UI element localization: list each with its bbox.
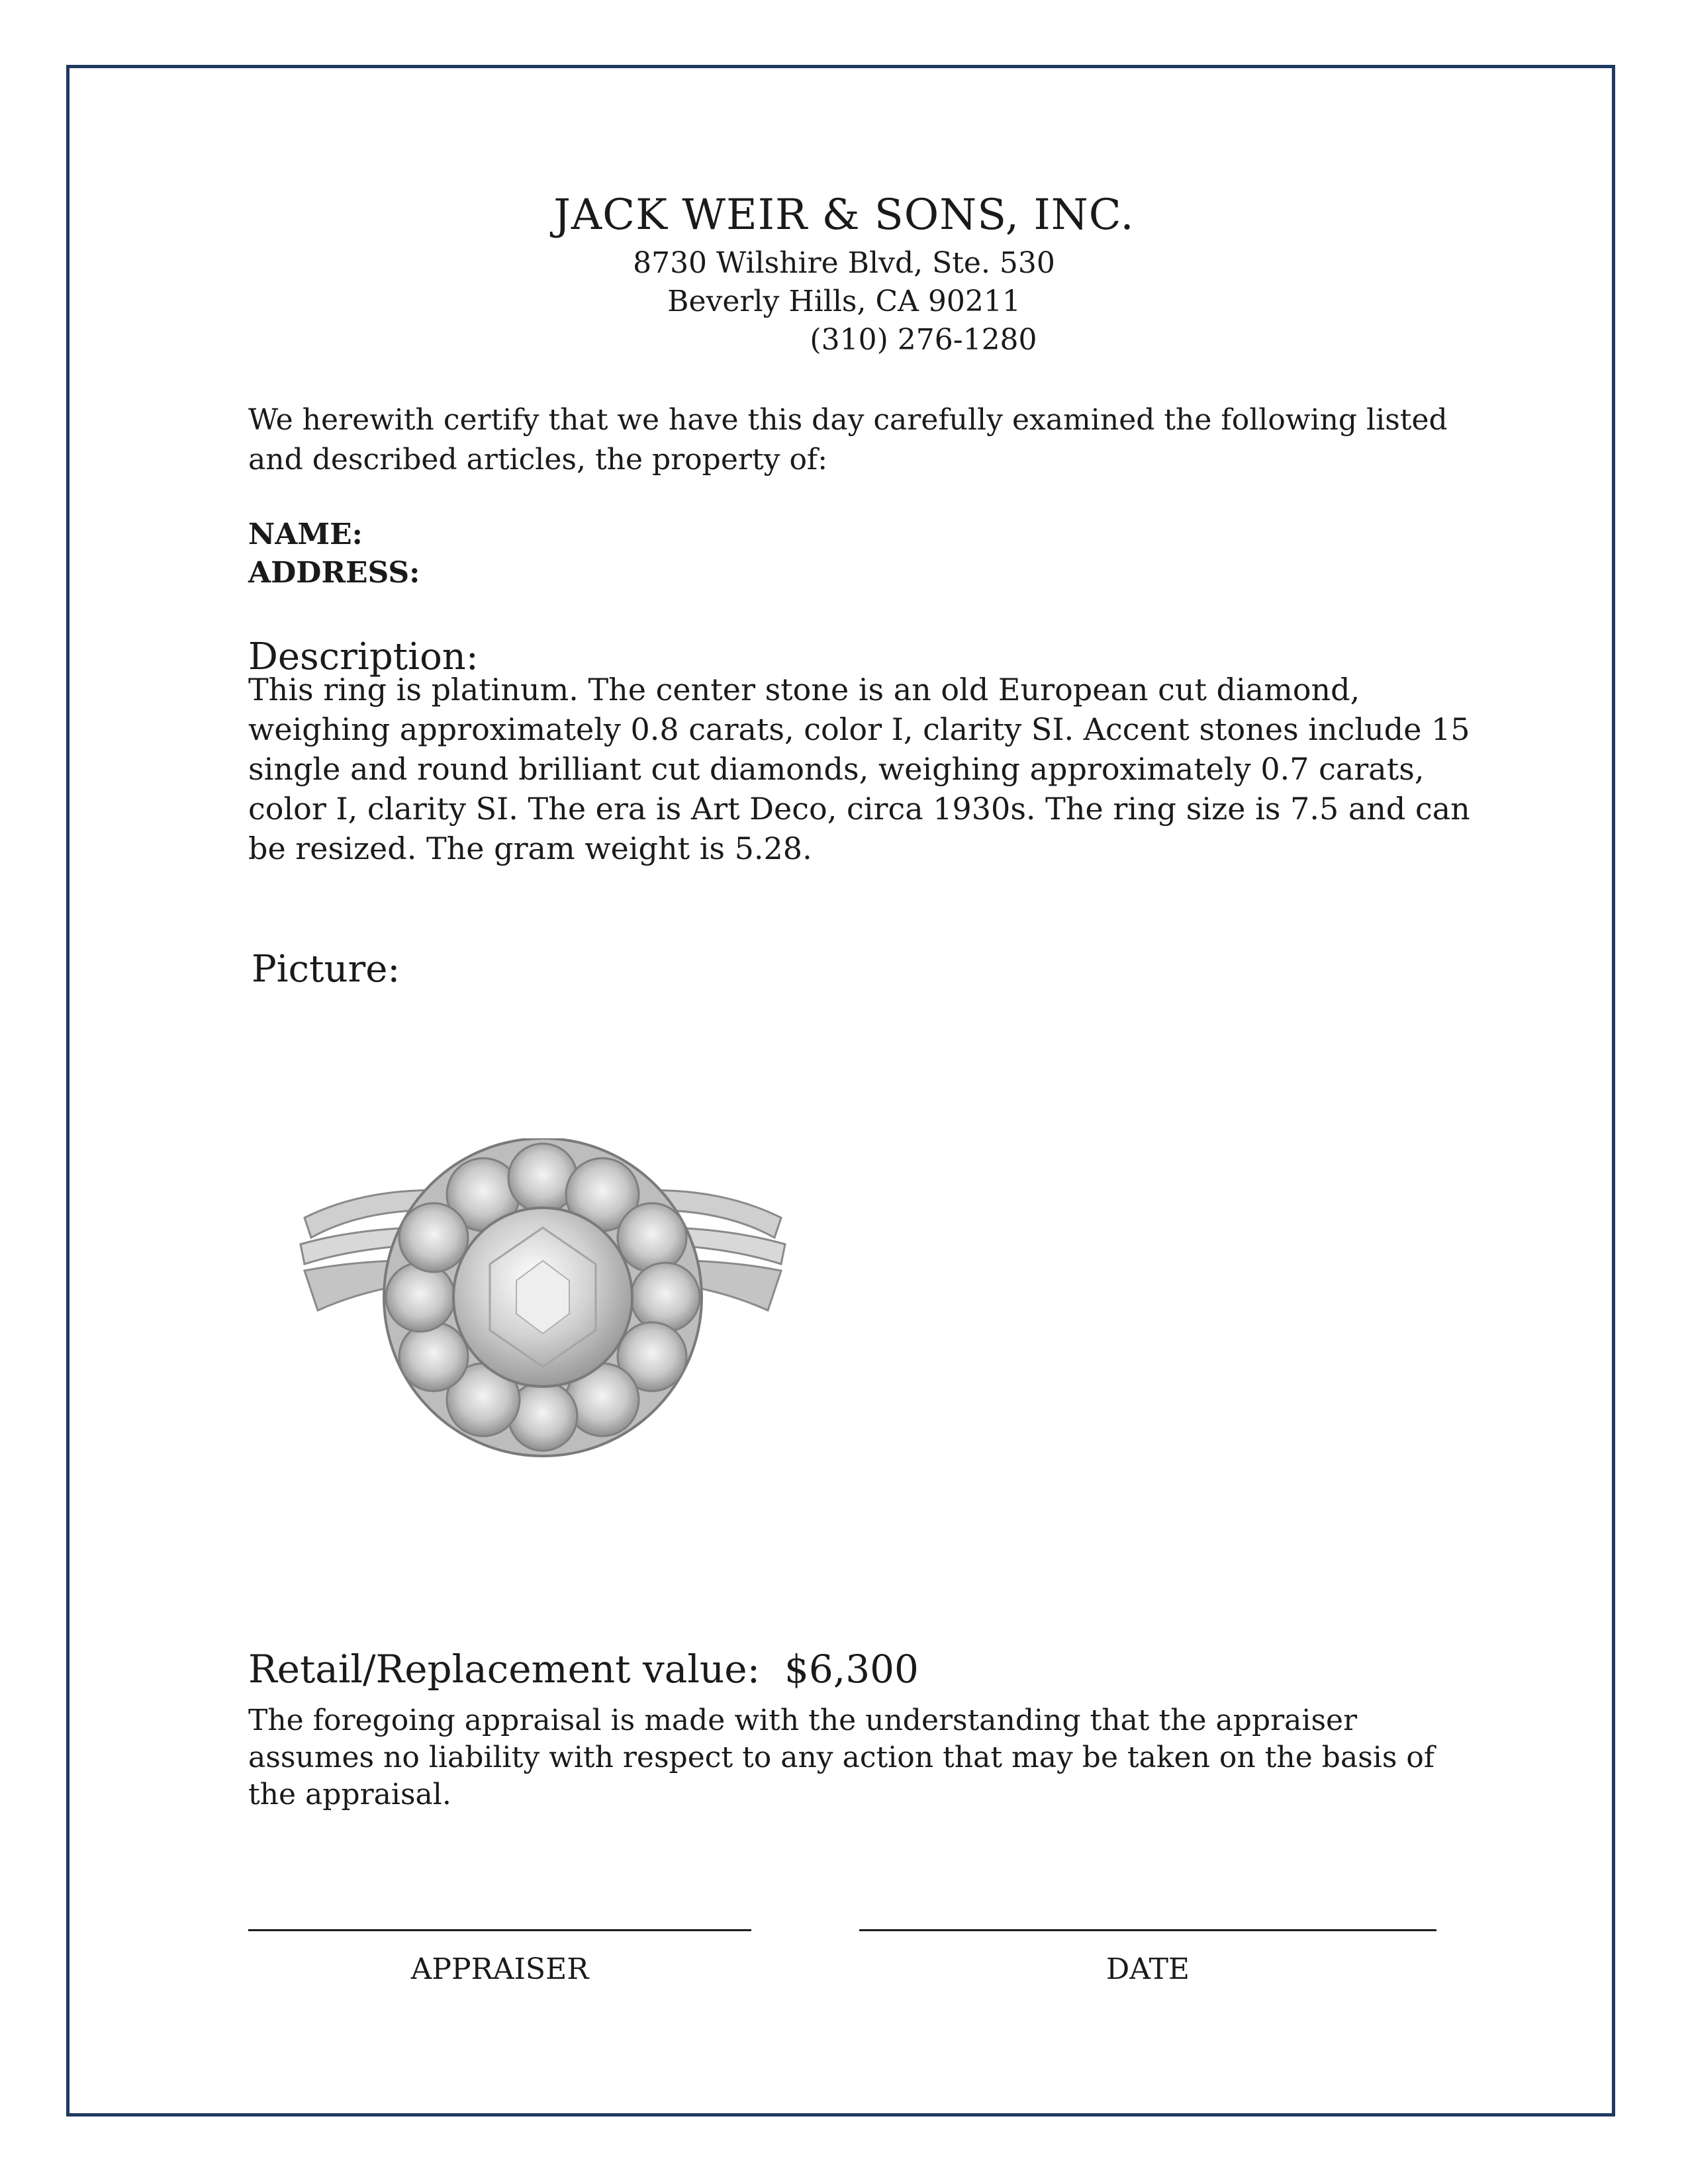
date-label: DATE: [1105, 1952, 1190, 1986]
appraiser-signature-line: [248, 1929, 751, 1931]
phone-number: (310) 276-1280: [810, 323, 1037, 357]
picture-heading: Picture:: [252, 948, 400, 991]
value-amount: $6,300: [784, 1647, 919, 1692]
address-label: ADDRESS:: [248, 556, 420, 590]
address-line-2: Beverly Hills, CA 90211: [667, 285, 1021, 318]
date-signature-line: [859, 1929, 1436, 1931]
company-name: JACK WEIR & SONS, INC.: [553, 191, 1135, 240]
value-line: [248, 1647, 919, 1692]
description-heading: Description:: [248, 635, 479, 678]
disclaimer-text: The foregoing appraisal is made with the understanding that the appraiser assumes no liability with respect to any action that may be taken on the basis of the appraisal.: [248, 1704, 1435, 1811]
appraiser-label: APPRAISER: [410, 1952, 589, 1986]
ring-photo: [291, 1138, 794, 1482]
description-text: This ring is platinum. The center stone is an old European cut diamond, weighing approximately 0.8 carats, color I, clarity SI. Accent stones include 15 single and round brilliant cut diamonds, weighing approximately 0.7 carats, color I, clarity SI. The era is Art Deco, circa 1930s. The ring size is 7.5 and can be resized. The gram weight is 5.28.: [248, 672, 1470, 866]
name-label: NAME:: [248, 518, 363, 551]
certification-text: We herewith certify that we have this day carefully examined the following listed and described articles, the property of:: [248, 403, 1448, 477]
value-label: Retail/Replacement value:: [248, 1647, 761, 1692]
address-line-1: 8730 Wilshire Blvd, Ste. 530: [633, 246, 1055, 280]
